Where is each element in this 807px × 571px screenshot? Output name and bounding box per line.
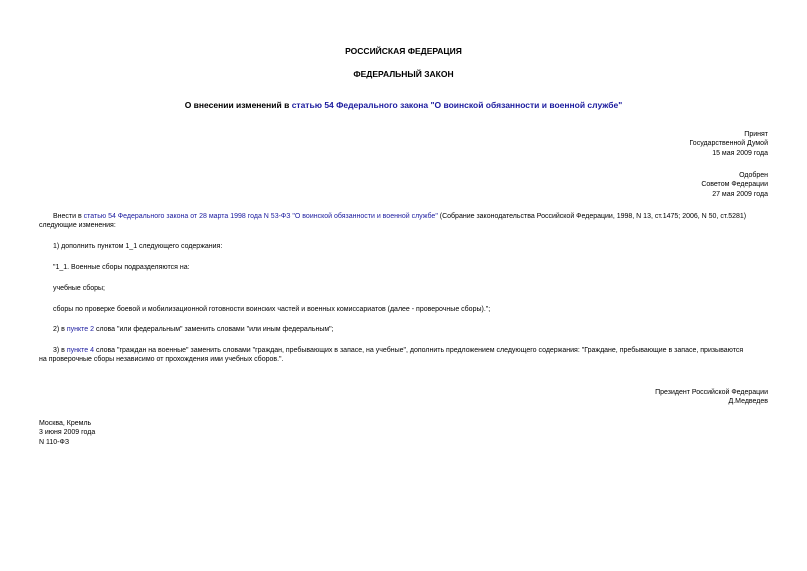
law-title: [0, 100, 807, 111]
approved-body: Советом Федерации: [701, 181, 768, 189]
footer-number: N 110-ФЗ: [39, 438, 70, 446]
footer-block: [39, 419, 769, 447]
quote-3: сборы по проверке боевой и мобилизационной готовности воинских частей и военных комиссариатов (далее - проверочные сборы).";: [53, 306, 491, 313]
item-3-prefix: 3) в: [53, 347, 67, 354]
item-3: [39, 346, 769, 365]
signature-block: [655, 388, 768, 407]
law-title-prefix: О внесении изменений в: [184, 100, 292, 110]
item-1: 1) дополнить пунктом 1_1 следующего содержания:: [53, 243, 223, 250]
adopted-date: 15 мая 2009 года: [712, 149, 768, 157]
intro-prefix: Внести в: [53, 213, 84, 220]
footer-place: Москва, Кремль: [39, 420, 92, 427]
footer-date: 3 июня 2009 года: [39, 429, 96, 437]
signature-name: Д.Медведев: [728, 398, 768, 406]
item-2-suffix: слова "или федеральным" заменить словами "или иным федеральным";: [94, 326, 334, 333]
item-2-prefix: 2) в: [53, 326, 67, 333]
quote-1: "1_1. Военные сборы подразделяются на:: [53, 264, 190, 271]
item-2: [39, 325, 783, 334]
item-3-suffix: слова "граждан на военные" заменить словами "граждан, пребывающих в запасе, на учебные", дополнить предложением следующего содержания: "Граждане, пребывающие в запасе, призываются: [94, 347, 744, 354]
adopted-label: Принят: [744, 131, 768, 138]
adopted-block: [689, 130, 768, 158]
signature-position: Президент Российской Федерации: [655, 389, 768, 396]
item-2-link[interactable]: пункте 2: [66, 326, 94, 333]
law-title-link[interactable]: статью 54 Федерального закона "О воинской обязанности и военной службе": [291, 100, 623, 110]
approved-block: [701, 171, 768, 199]
approved-label: Одобрен: [739, 172, 768, 179]
item-3-link[interactable]: пункте 4: [66, 347, 94, 354]
adopted-body: Государственной Думой: [689, 140, 768, 148]
quote-2: учебные сборы;: [53, 285, 105, 292]
item-3-line2: на проверочные сборы независимо от прохождения ими учебных сборов.".: [39, 356, 284, 364]
approved-date: 27 мая 2009 года: [712, 190, 768, 198]
doc-type-heading: ФЕДЕРАЛЬНЫЙ ЗАКОН: [353, 69, 454, 79]
intro-paragraph: [39, 212, 769, 231]
intro-suffix: (Собрание законодательства Российской Федерации, 1998, N 13, ст.1475; 2006, N 50, ст.5281): [437, 213, 747, 220]
country-heading: РОССИЙСКАЯ ФЕДЕРАЦИЯ: [345, 46, 462, 56]
intro-line2: следующие изменения:: [39, 222, 116, 230]
intro-link[interactable]: статью 54 Федерального закона от 28 марта 1998 года N 53-ФЗ "О воинской обязанности и военной службе": [83, 213, 438, 220]
